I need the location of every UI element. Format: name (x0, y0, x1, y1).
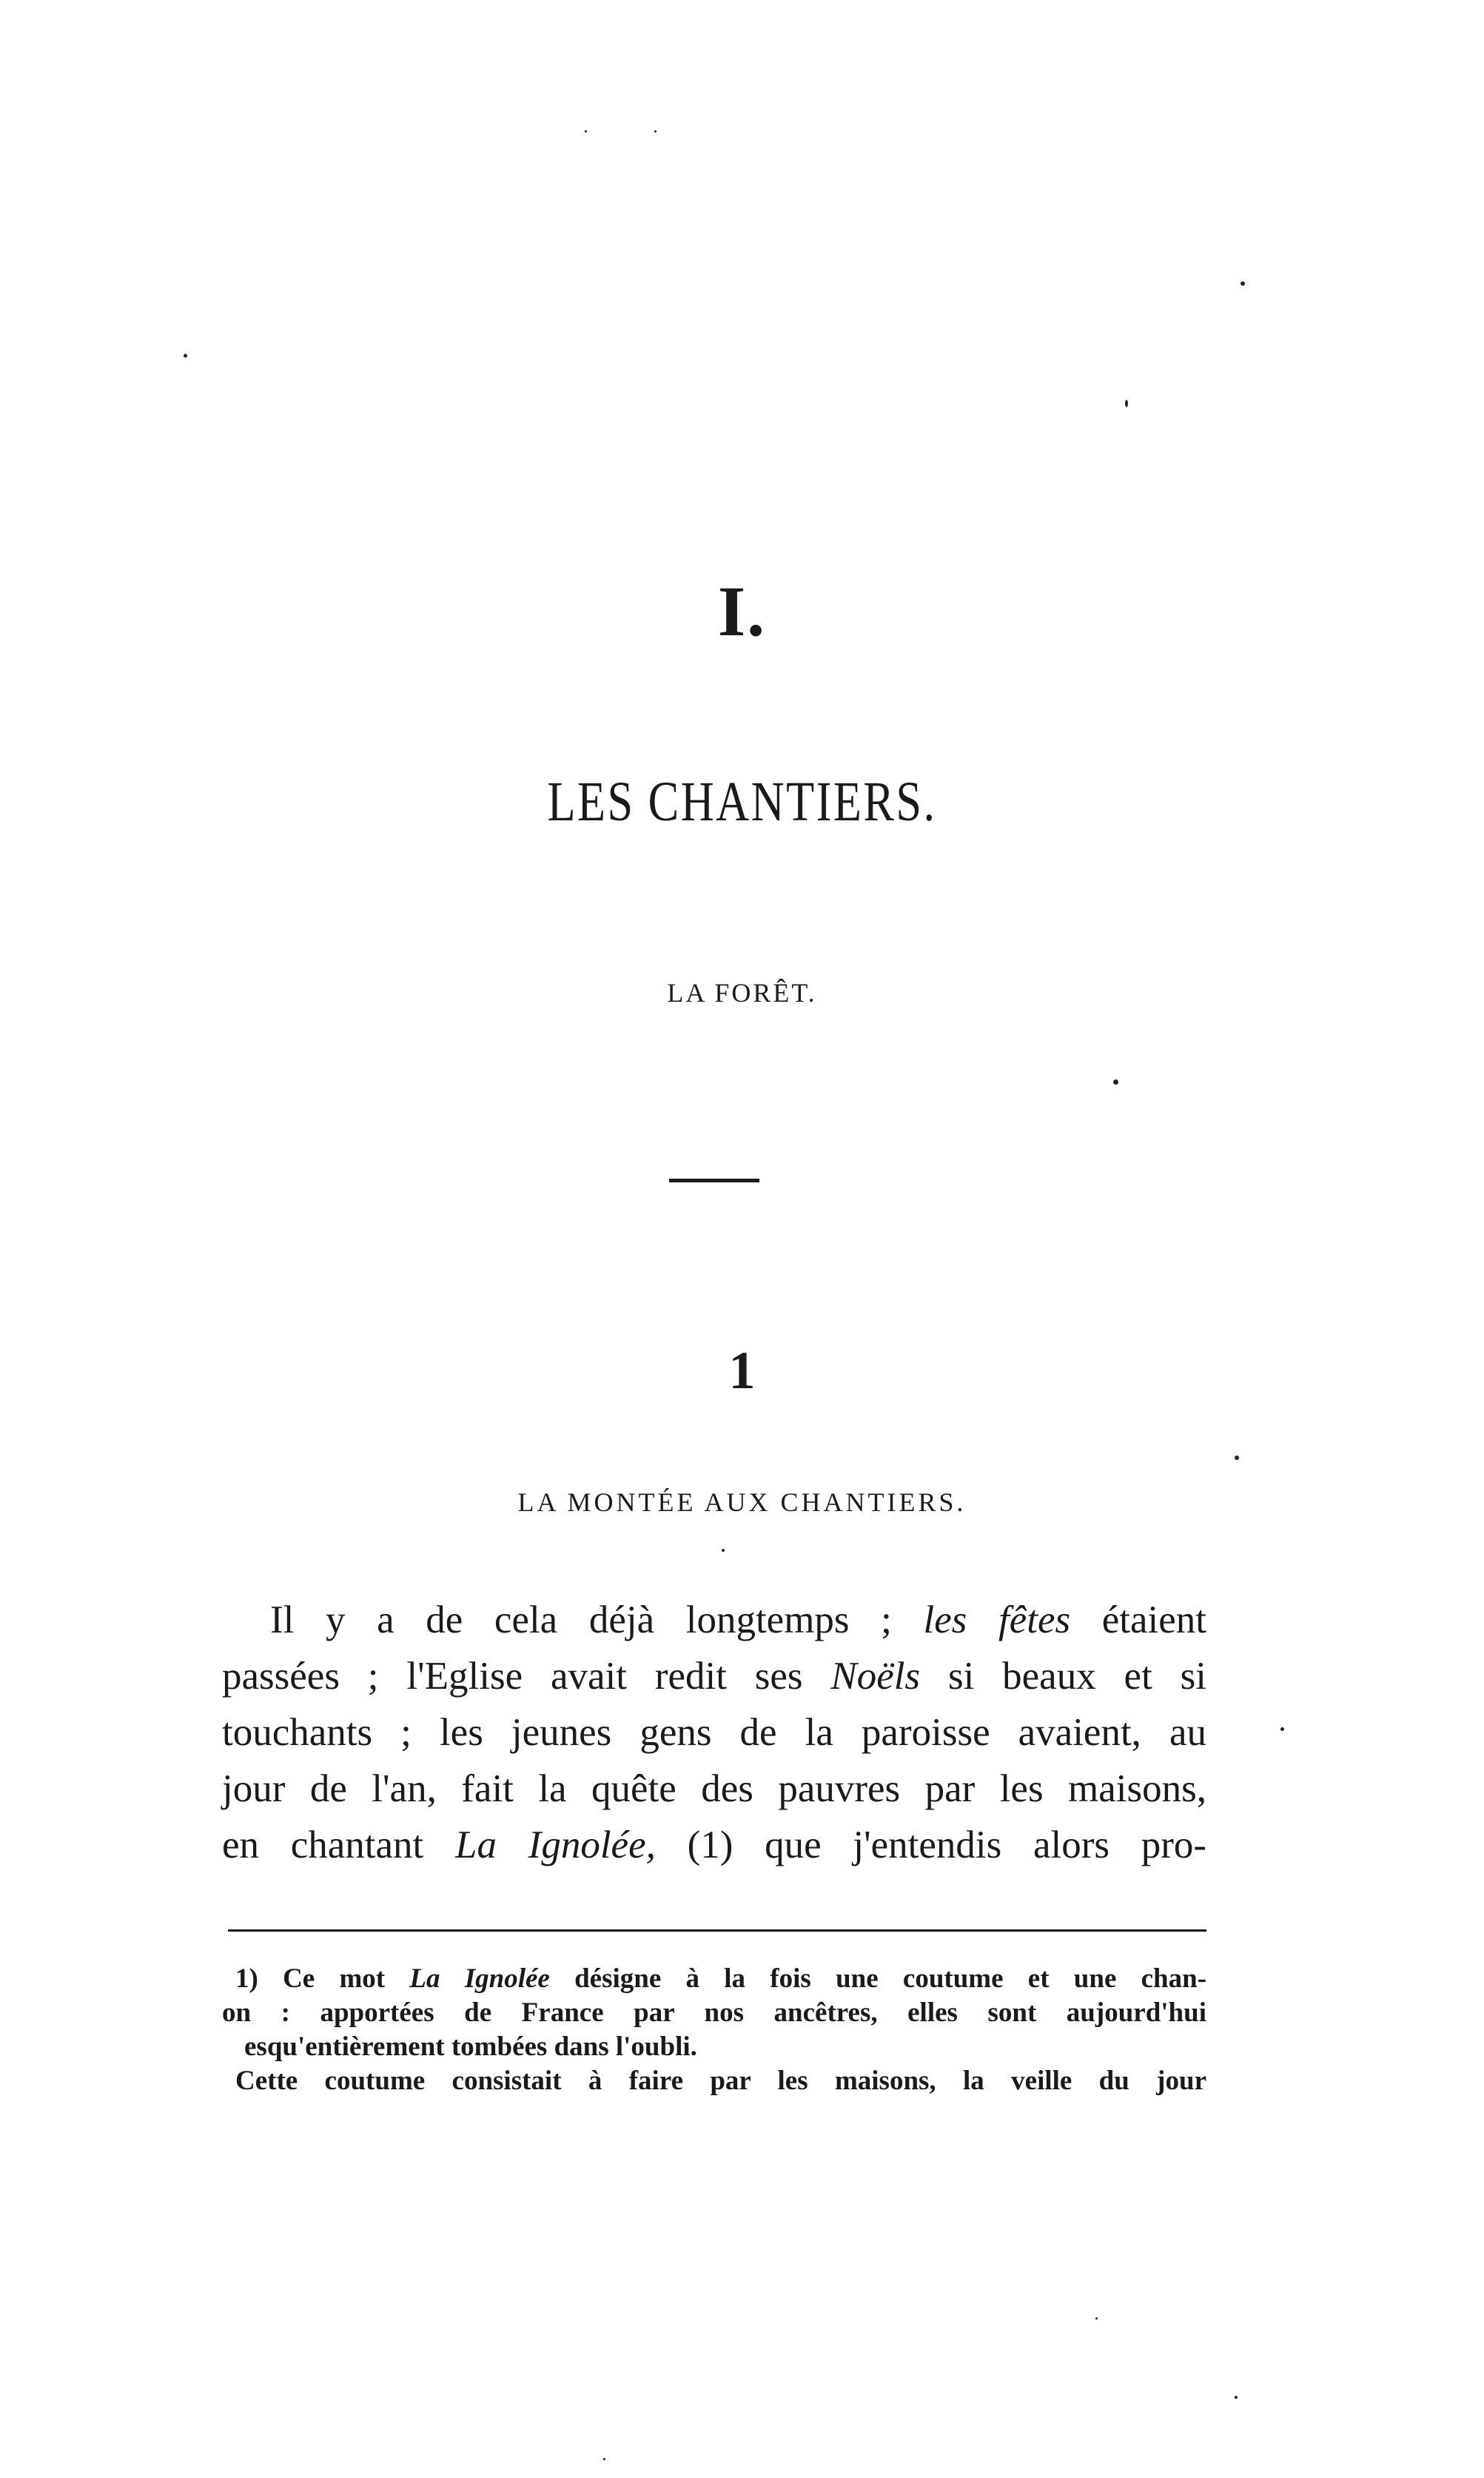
footnote-line (222, 1996, 1206, 2030)
body-text: étaient (1070, 1598, 1207, 1641)
body-text: touchants ; les jeunes gens de la paroisse avaient, au (222, 1711, 1206, 1754)
chapter-title: LES CHANTIERS. (547, 771, 937, 833)
footnote (222, 1962, 1206, 2098)
body-line (222, 1648, 1206, 1704)
footnote-text: 1) Ce mot (235, 1963, 410, 1994)
scan-speck (1125, 400, 1128, 407)
body-text: Il y a de cela déjà longtemps ; (270, 1598, 924, 1641)
section-number: 1 (728, 1341, 756, 1400)
body-line (222, 1817, 1206, 1873)
footnote-text: désigne à la fois une coutume et une chan- (549, 1963, 1207, 1994)
scan-speck (603, 2458, 605, 2460)
section-title: LA MONTÉE AUX CHANTIERS. (517, 1487, 967, 1517)
chapter-subtitle: LA FORÊT. (667, 978, 817, 1008)
scan-speck (722, 1549, 725, 1552)
scan-speck (1095, 2317, 1098, 2320)
footnote-text: esqu'entièrement tombées dans l'oubli. (244, 2032, 697, 2062)
body-italic-text: Noëls (830, 1655, 921, 1698)
footnote-text: on : apportées de France par nos ancêtres, elles sont aujourd'hui (222, 1998, 1206, 2028)
footnote-italic-text: La Ignolée (409, 1963, 550, 1994)
footnote-separator-rule (228, 1929, 1206, 1932)
body-text: passées ; l'Eglise avait redit ses (222, 1655, 831, 1698)
scan-speck (1235, 1456, 1239, 1460)
body-line (222, 1761, 1206, 1817)
scan-speck (654, 130, 657, 133)
body-text: en chantant (222, 1824, 455, 1866)
footnote-text: Cette coutume consistait à faire par les maisons, la veille du jour (235, 2066, 1206, 2096)
body-text: jour de l'an, fait la quête des pauvres par les maisons, (222, 1767, 1206, 1810)
scan-speck (1280, 1727, 1284, 1731)
scan-speck (184, 354, 187, 358)
body-paragraph (222, 1592, 1206, 1873)
body-italic-text: La Ignolée, (454, 1824, 656, 1866)
chapter-number: I. (717, 572, 767, 651)
footnote-line (222, 2030, 1206, 2064)
body-text: si beaux et si (920, 1655, 1206, 1698)
footnote-line (222, 2064, 1206, 2098)
body-italic-text: les fêtes (923, 1598, 1071, 1641)
scan-speck (585, 130, 587, 133)
body-text: (1) que j'entendis alors pro- (655, 1824, 1206, 1866)
scan-speck (1240, 281, 1245, 286)
scan-speck (1235, 2396, 1238, 2399)
body-line (222, 1592, 1206, 1648)
chapter-divider-rule (669, 1179, 759, 1182)
scan-speck (1113, 1079, 1118, 1085)
body-line (222, 1704, 1206, 1761)
footnote-line (222, 1962, 1206, 1996)
